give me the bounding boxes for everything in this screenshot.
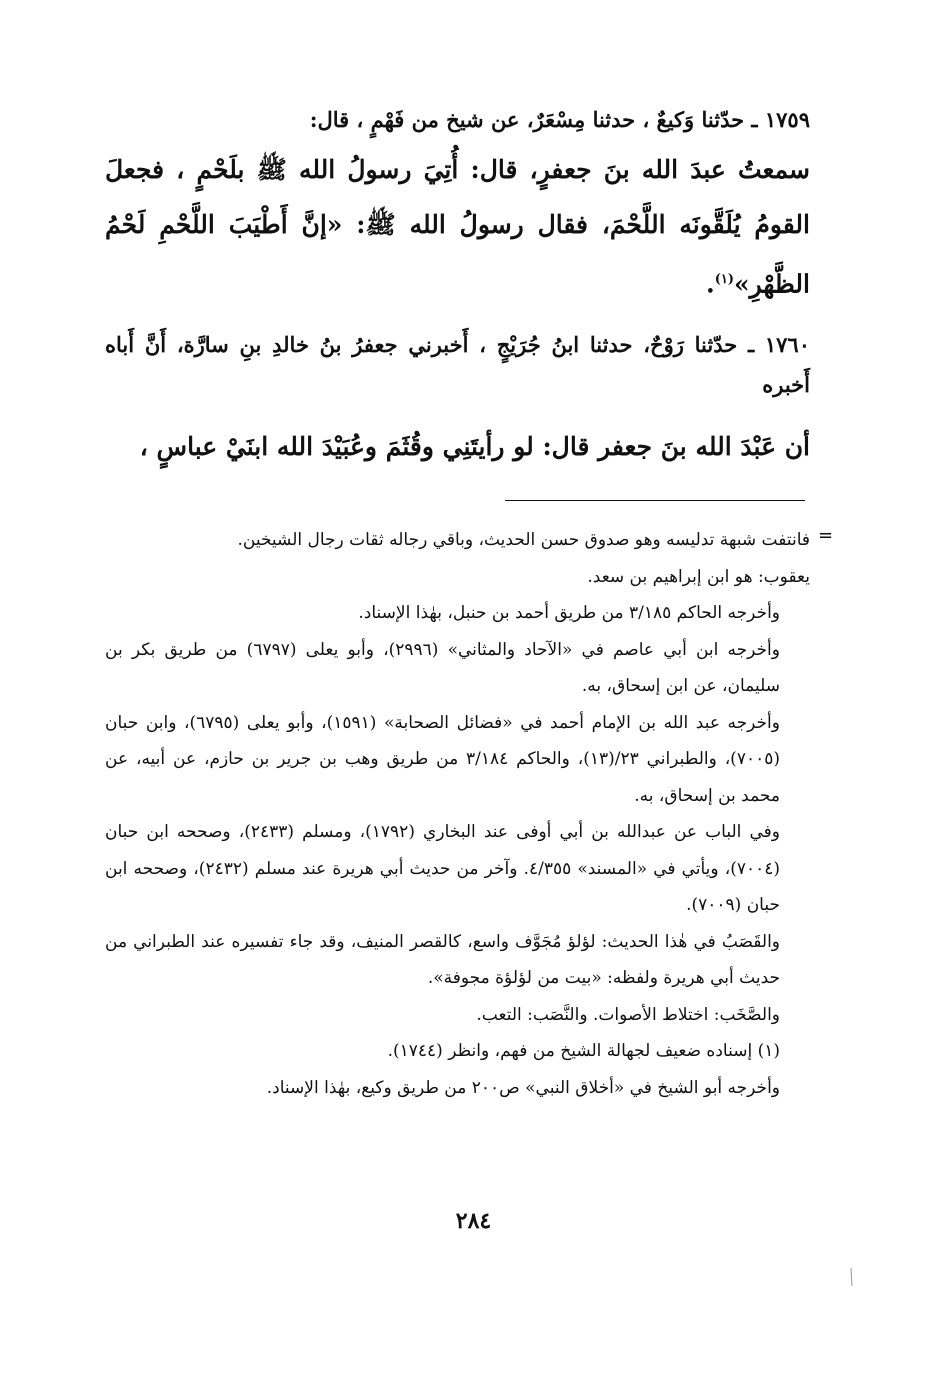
footnote-line: وأخرجه أبو الشيخ في «أخلاق النبي» ص٢٠٠ من طريق وكيع، بهٰذا الإسناد. [266,1077,780,1098]
hadith-1759-isnad [105,100,810,140]
footnote-line: يعقوب: هو ابن إبراهيم بن سعد. [587,566,810,587]
footnote-line: وأخرجه الحاكم ٣/١٨٥ من طريق أحمد بن حنبل، بهٰذا الإسناد. [358,603,780,623]
hadith-1760-matn [105,419,810,474]
footnotes [105,522,810,1106]
main-text [105,100,810,474]
isnad-text: ـ حدّثنا رَوْحٌ، حدثنا ابنُ جُرَيْجٍ ، أَخبرني جعفرُ بنُ خالدِ بنِ سارَّة، أَنَّ أَباه أَخبره [105,332,810,398]
isnad-text: ـ حدّثنا وَكيعٌ ، حدثنا مِسْعَرٌ، عن شيخ من فَهْمٍ ، قال: [309,107,765,132]
footnote-divider [505,500,805,501]
hadith-number: ١٧٥٩ [764,107,810,132]
matn-text: أن عَبْدَ الله بنَ جعفر قال: لو رأيتَنِي وقُثَمَ وعُبَيْدَ الله ابنَيْ عباسٍ ، [139,432,810,462]
hadith-number: ١٧٦٠ [764,332,810,358]
footnote-line: وفي الباب عن عبدالله بن أبي أوفى عند البخاري (١٧٩٢)، ومسلم (٢٤٣٣)، وصححه ابن حبان (٧٠٠٤)، ويأتي في «المسند» ٤/٣٥٥. وآخر من حديث أبي هريرة عند مسلم (٢٤٣٢)، وصححه ابن حبان (٧٠٠٩). [105,822,781,915]
hadith-1759-matn [105,142,810,311]
footnote-line: والصَّخَب: اختلاط الأصوات. والنَّصَب: التعب. [476,1004,780,1025]
footnote-line: وأخرجه عبد الله بن الإمام أحمد في «فضائل الصحابة» (١٥٩١)، وأبو يعلى (٦٧٩٥)، وابن حبان (٧٠٠٥)، والطبراني ٢٣/(١٣)، والحاكم ٣/١٨٤ من طريق وهب بن جرير بن حازم، عن أبيه، عن محمد بن إسحاق، به. [105,712,780,806]
footnote-line: (١) إسناده ضعيف لجهالة الشيخ من فهم، وانظر (١٧٤٤). [387,1041,780,1061]
footnote-line: فانتفت شبهة تدليسه وهو صدوق حسن الحديث، وباقي رجاله ثقات رجال الشيخين. [237,530,810,550]
hadith-1760-isnad [105,325,810,405]
matn-end: . [705,269,715,299]
page-number: ٢٨٤ [455,1208,492,1234]
footnote-marker: (١) [714,272,734,287]
scan-mark [850,1268,853,1286]
matn-text: سمعتُ عبدَ الله بنَ جعفرٍ، قال: أُتِيَ رسولُ الله ﷺ بلَحْمٍ ، فجعلَ القومُ يُلَقَّونَه اللَّحْمَ، فقال رسولُ الله ﷺ: «إنَّ أَطْيَبَ اللَّحْمِ لَحْمُ الظَّهْرِ» [105,155,810,299]
footnote-line: والقَصَبُ في هٰذا الحديث: لؤلؤ مُجَوَّف واسع، كالقصر المنيف، وقد جاء تفسيره عند الطبراني من حديث أبي هريرة ولفظه: «بيت من لؤلؤة مجوفة». [105,931,780,988]
footnote-line: وأخرجه ابن أبي عاصم في «الآحاد والمثاني» (٢٩٩٦)، وأبو يعلى (٦٧٩٧) من طريق بكر بن سليمان، عن ابن إسحاق، به. [105,639,780,696]
continuation-mark: = [818,525,834,546]
